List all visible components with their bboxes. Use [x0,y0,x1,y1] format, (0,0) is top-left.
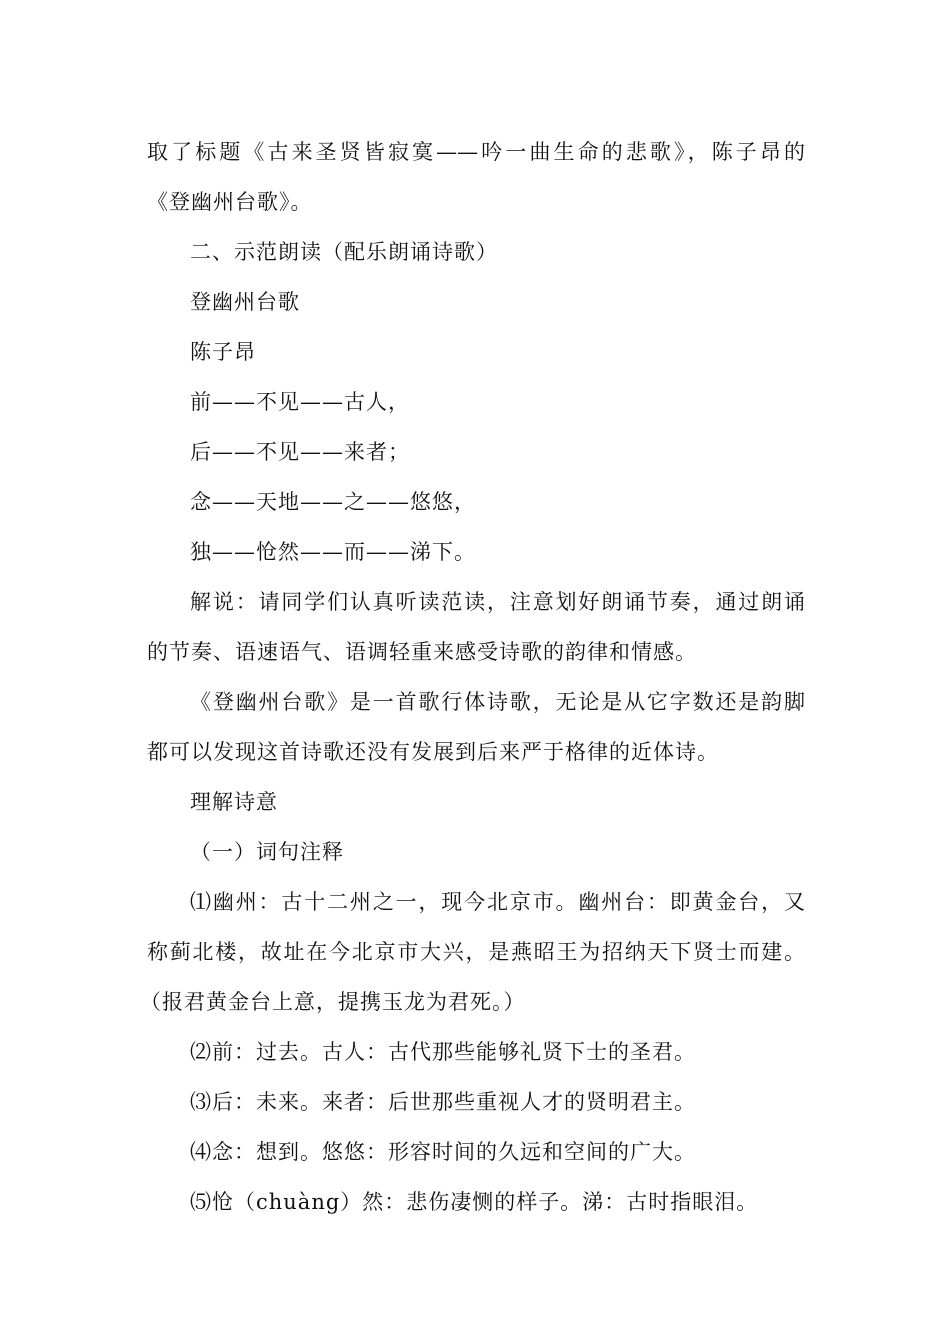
subsection-heading: （一）词句注释 [190,840,344,864]
poem-line: 念——天地——之——悠悠， [190,490,476,514]
section-heading: 理解诗意 [190,790,278,814]
annotation-line: ⑵前：过去。古人：古代那些能够礼贤下士的圣君。 [190,1040,696,1064]
poem-line: 独——怆然——而——涕下。 [190,540,476,564]
annotation-line: ⑷念：想到。悠悠：形容时间的久远和空间的广大。 [190,1140,696,1164]
annotation-line: 称蓟北楼，故址在今北京市大兴，是燕昭王为招纳天下贤士而建。 [147,940,805,964]
text-line: 《登幽州台歌》。 [147,190,313,214]
text-line: 都可以发现这首诗歌还没有发展到后来严于格律的近体诗。 [147,740,719,764]
annotation-line: ⑸怆（chuàng）然：悲伤凄恻的样子。涕：古时指眼泪。 [190,1190,759,1214]
poem-line: 前——不见——古人， [190,390,410,414]
poem-line: 后——不见——来者； [190,440,410,464]
annotation-line: ⑴幽州：古十二州之一，现今北京市。幽州台：即黄金台，又 [190,890,805,914]
text-line: 的节奏、语速语气、语调轻重来感受诗歌的韵律和情感。 [147,640,697,664]
annotation-line: ⑶后：未来。来者：后世那些重视人才的贤明君主。 [190,1090,696,1114]
text-line: 《登幽州台歌》是一首歌行体诗歌，无论是从它字数还是韵脚 [190,690,805,714]
poem-title: 登幽州台歌 [190,290,300,314]
poem-author: 陈子昂 [190,340,256,364]
annotation-line: （报君黄金台上意，提携玉龙为君死。） [140,990,526,1014]
text-line: 解说：请同学们认真听读范读，注意划好朗诵节奏，通过朗诵 [190,590,805,614]
text-line: 取了标题《古来圣贤皆寂寞——吟一曲生命的悲歌》，陈子昂的 [147,140,805,164]
section-heading: 二、示范朗读（配乐朗诵诗歌） [190,240,498,264]
